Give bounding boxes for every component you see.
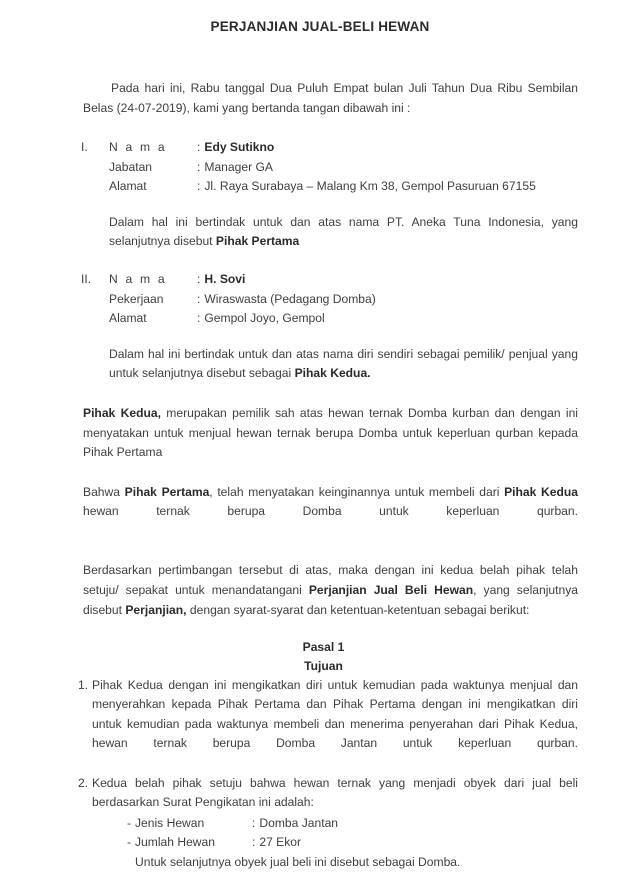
party-detail-rows (109, 270, 578, 329)
party-field-label: Alamat (109, 311, 147, 326)
list-item-text: Pihak Kedua dengan ini mengikatkan diri untuk kemudian pada waktunya menjual dan menyerahkan kepada Pihak Pertama dan Pihak Pertama dengan ini mengikatkan diri untuk kemudian pada waktunya membeli dan menerima penyerahan dari Pihak Kedua, hewan ternak berupa Domba Jantan untuk keperluan qurban. (92, 677, 578, 751)
article-clause-list (78, 676, 578, 813)
spec-dash-marker: - (127, 815, 132, 830)
field-colon: : (197, 159, 201, 174)
opening-paragraph: Pada hari ini, Rabu tanggal Dua Puluh Empat bulan Juli Tahun Dua Ribu Sembilan Belas (24-07-2019), kami yang bertanda tangan dibawah ini : (83, 81, 578, 115)
article-number: Pasal 1 (302, 640, 345, 655)
party-block-second (83, 270, 578, 384)
party-field-label: Alamat (109, 179, 147, 194)
field-colon: : (197, 311, 201, 326)
party-row (109, 177, 578, 197)
clause-text: , telah menyatakan keinginannya untuk membeli dari (209, 484, 505, 499)
clause-emphasis: Pihak Pertama (124, 484, 210, 499)
clause-pihak-kedua-owner (83, 404, 578, 463)
party-field-label: Jabatan (109, 159, 153, 174)
clause-emphasis: Perjanjian, (125, 602, 187, 617)
party-field-value: Gempol Joyo, Gempol (204, 311, 325, 326)
spec-label: Jumlah Hewan (135, 835, 215, 850)
field-colon: : (197, 179, 201, 194)
spec-dash-marker: - (127, 835, 132, 850)
party-capacity-text (109, 345, 578, 384)
list-item-text: Kedua belah pihak setuju bahwa hewan ternak yang menjadi obyek dari jual beli berdasarkan Surat Pengikatan ini adalah: (92, 775, 578, 810)
list-item-number: 2. (78, 775, 89, 790)
page-title: PERJANJIAN JUAL-BELI HEWAN (210, 19, 430, 34)
party-field-value: Edy Sutikno (204, 140, 275, 155)
clause-pihak-pertama-intent (83, 483, 578, 542)
field-colon: : (197, 291, 201, 306)
field-colon: : (252, 815, 256, 830)
party-row (109, 158, 578, 178)
clause-text: merupakan pemilik sah atas hewan ternak Domba kurban dan dengan ini menyatakan untuk menjual hewan ternak berupa Domba untuk keperluan qurban kepada Pihak Pertama (83, 405, 578, 460)
party-field-value: Wiraswasta (Pedagang Domba) (204, 291, 376, 306)
clause-text: Bahwa (83, 484, 125, 499)
capacity-text-pre: Dalam hal ini bertindak untuk dan atas nama PT. Aneka Tuna Indonesia, yang selanjutnya disebut (109, 214, 578, 249)
capacity-text-emphasis: Pihak Pertama (215, 234, 300, 249)
field-colon: : (197, 272, 201, 287)
article-subtitle: Tujuan (304, 658, 343, 673)
object-specification-rows (127, 814, 578, 853)
party-row (109, 138, 578, 158)
party-capacity-note (109, 345, 578, 384)
party-field-value: Jl. Raya Surabaya – Malang Km 38, Gempol Pasuruan 67155 (204, 179, 536, 194)
clause-emphasis: Perjanjian Jual Beli Hewan (308, 582, 474, 597)
list-item (78, 774, 578, 813)
document-page (0, 18, 640, 869)
clause-text: dengan syarat-syarat dan ketentuan-ketentuan sebagai berikut: (186, 602, 530, 617)
clause-text: Berdasarkan pertimbangan tersebut di atas, maka dengan ini kedua belah pihak telah setuju/ sepakat untuk menandatangani (83, 563, 578, 597)
clause-emphasis: Pihak Kedua, (83, 405, 161, 420)
party-capacity-note (109, 213, 578, 252)
clause-text: hewan ternak berupa Domba untuk keperluan qurban. (83, 504, 578, 519)
field-colon: : (197, 140, 201, 155)
field-colon: : (252, 835, 256, 850)
party-row (109, 309, 578, 329)
document-body (78, 64, 578, 872)
party-capacity-text (109, 213, 578, 252)
list-item-number: 1. (78, 677, 89, 692)
clause-emphasis: Pihak Kedua (504, 484, 578, 499)
spec-row (127, 833, 578, 853)
capacity-text-emphasis: Pihak Kedua. (294, 366, 371, 381)
spec-value: 27 Ekor (259, 835, 302, 850)
party-roman-numeral: II. (81, 272, 92, 287)
spec-value: Domba Jantan (259, 815, 339, 830)
object-specification-footer: Untuk selanjutnya obyek jual beli ini disebut sebagai Domba. (135, 854, 461, 869)
party-field-value: Manager GA (204, 159, 273, 174)
capacity-text-pre: Dalam hal ini bertindak untuk dan atas nama diri sendiri sebagai pemilik/ penjual yang untuk selanjutnya disebut sebagai (109, 346, 578, 381)
party-row (109, 290, 578, 310)
party-detail-rows (109, 138, 578, 197)
party-field-label: N a m a (109, 140, 167, 155)
party-row (109, 270, 578, 290)
party-roman-numeral: I. (81, 140, 88, 155)
party-field-label: Pekerjaan (109, 291, 164, 306)
party-field-label: N a m a (109, 272, 167, 287)
party-field-value: H. Sovi (204, 272, 246, 287)
spec-label: Jenis Hewan (135, 815, 205, 830)
clause-text: , yang selanjutnya disebut (83, 582, 578, 617)
party-block-first (83, 138, 578, 252)
clause-agreement-basis (83, 561, 578, 620)
spec-row (127, 814, 578, 834)
